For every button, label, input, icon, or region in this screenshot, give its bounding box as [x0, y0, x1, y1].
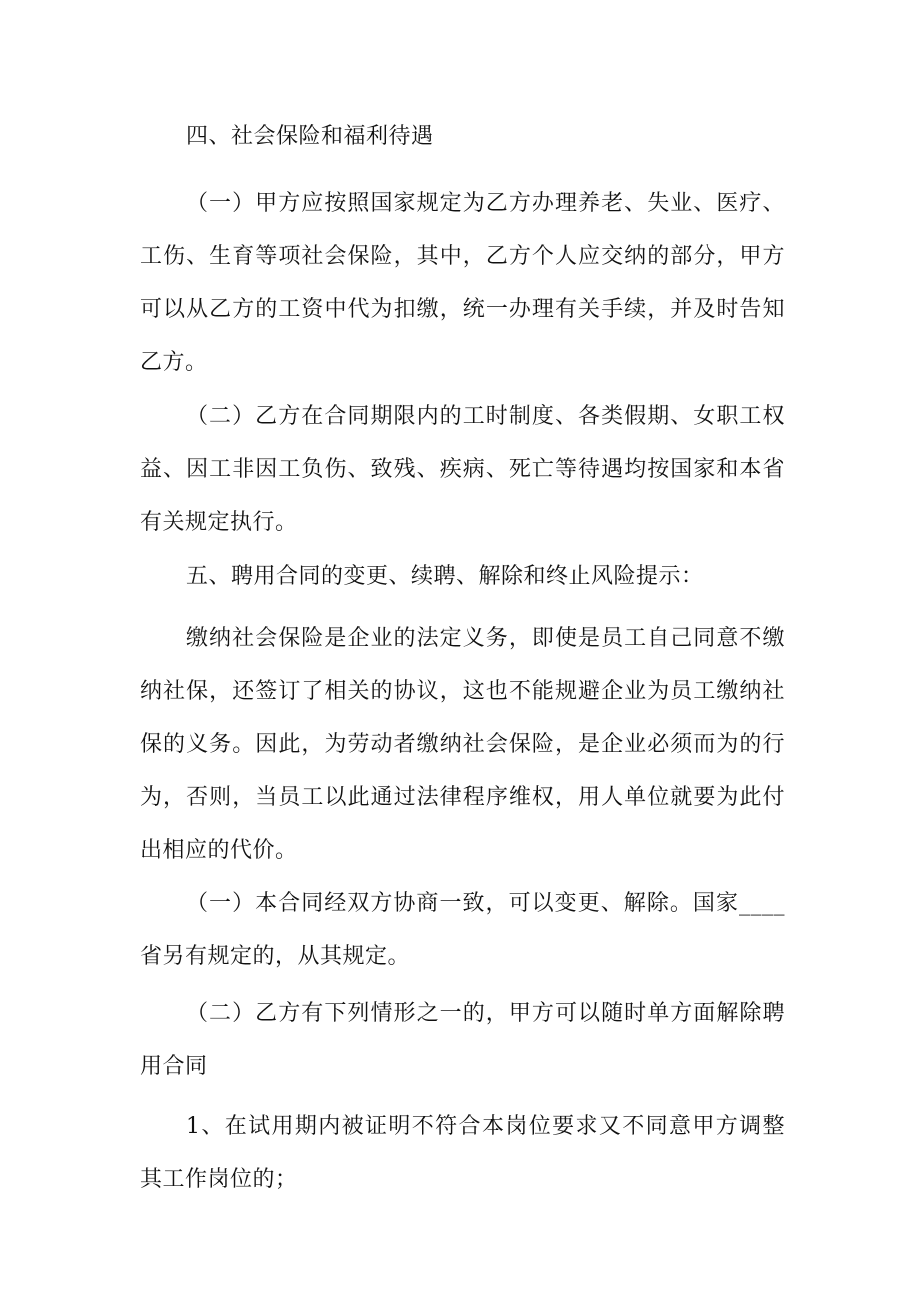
paragraph-item-1: 1、在试用期内被证明不符合本岗位要求又不同意甲方调整其工作岗位的； [140, 1114, 785, 1192]
paragraph-change-clause-1: （一）本合同经双方协商一致，可以变更、解除。国家____省另有规定的，从其规定。 [140, 891, 785, 969]
section-heading-social-insurance: 四、社会保险和福利待遇 [186, 124, 434, 149]
paragraph-insurance-clause-1: （一）甲方应按照国家规定为乙方办理养老、失业、医疗、工伤、生育等项社会保险，其中，乙方个人应交纳的部分，甲方可以从乙方的工资中代为扣缴，统一办理有关手续，并及时告知乙方。 [140, 191, 785, 375]
paragraph-risk-notice: 缴纳社会保险是企业的法定义务，即使是员工自己同意不缴纳社保，还签订了相关的协议，这也不能规避企业为员工缴纳社保的义务。因此，为劳动者缴纳社会保险，是企业必须而为的行为，否则，当员工以此通过法律程序维权，用人单位就要为此付出相应的代价。 [140, 626, 785, 863]
paragraph-insurance-clause-2: （二）乙方在合同期限内的工时制度、各类假期、女职工权益、因工非因工负伤、致残、疾病、死亡等待遇均按国家和本省有关规定执行。 [140, 404, 785, 535]
paragraph-change-clause-2: （二）乙方有下列情形之一的，甲方可以随时单方面解除聘用合同 [140, 1001, 785, 1079]
section-heading-contract-changes: 五、聘用合同的变更、续聘、解除和终止风险提示： [186, 564, 704, 589]
